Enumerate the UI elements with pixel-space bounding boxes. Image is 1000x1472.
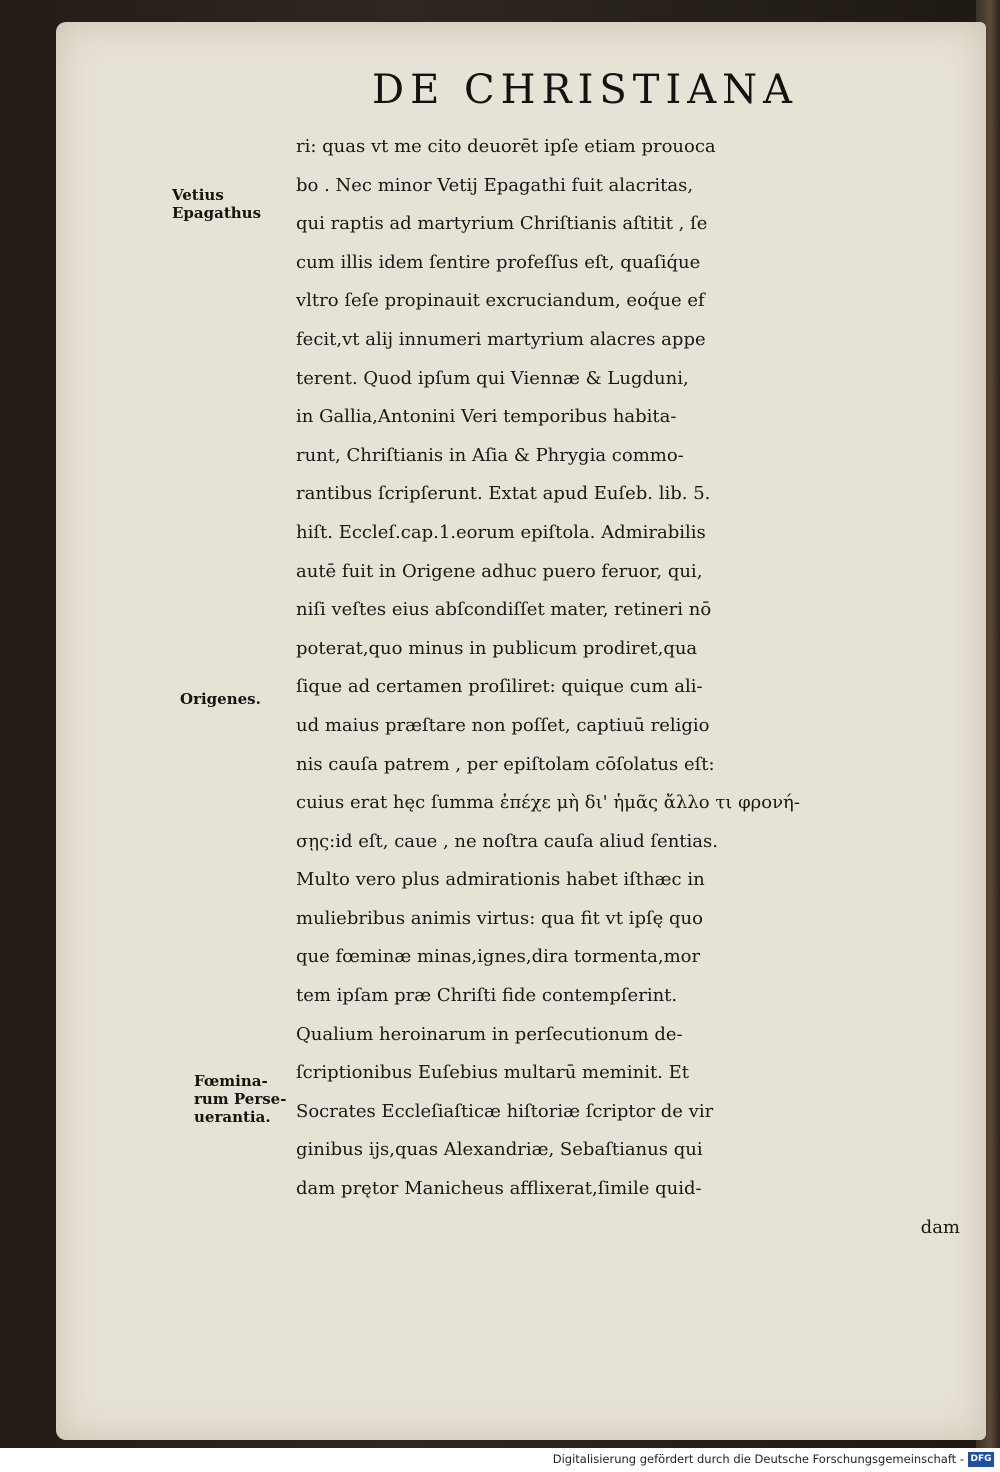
text-line: bo . Nec minor Vetij Epagathi fuit alacritas, bbox=[296, 174, 694, 196]
text-line: ri: quas vt me cito deuorēt ipſe etiam prouoca bbox=[296, 136, 716, 157]
text-line: ginibus ijs,quas Alexandriæ, Sebaſtianus qui bbox=[296, 1139, 703, 1161]
footer-bar bbox=[0, 1448, 1000, 1472]
text-line: σῃς:id eſt, caue , ne noſtra cauſa aliud ſentias. bbox=[296, 830, 718, 852]
margin-note-line: Epagathus bbox=[172, 204, 262, 222]
margin-note-line: Fœmina- bbox=[194, 1072, 268, 1090]
margin-note-line: Origenes. bbox=[180, 690, 261, 708]
text-line: ſcriptionibus Euſebius multarū meminit. Et bbox=[296, 1062, 690, 1084]
text-line: niſi veſtes eius abſcondiſſet mater, retineri nō bbox=[296, 599, 712, 621]
margin-note-vetius bbox=[172, 186, 261, 222]
catchword: dam bbox=[920, 1216, 960, 1238]
text-line: ud maius præſtare non poſſet, captiuū religio bbox=[296, 714, 710, 736]
running-header: DE CHRISTIANA bbox=[372, 67, 799, 113]
margin-note-line: uerantia. bbox=[194, 1108, 271, 1126]
text-line: que fœminæ minas,ignes,dira tormenta,mor bbox=[296, 946, 701, 968]
text-line: Qualium heroinarum in perſecutionum de- bbox=[296, 1023, 683, 1045]
text-line: fecit,vt alij innumeri martyrium alacres appe bbox=[296, 328, 706, 350]
text-line: poterat,quo minus in publicum prodiret,qua bbox=[296, 637, 698, 659]
text-line: dam prętor Manicheus afflixerat,ſimile quid- bbox=[296, 1178, 702, 1200]
text-line: Socrates Eccleſiaſticæ hiſtoriæ ſcriptor de vir bbox=[296, 1100, 714, 1122]
text-line: tem ipſam præ Chriſti fide contempſerint. bbox=[296, 985, 678, 1007]
text-line: autē fuit in Origene adhuc puero feruor, qui, bbox=[296, 560, 703, 582]
text-line: cuius erat hęc ſumma ἐπέχε μὴ δι' ἡμᾶς ἄλλο τι φρονή- bbox=[296, 792, 800, 814]
margin-note-line: Vetius bbox=[172, 186, 224, 204]
margin-note-feminarum bbox=[194, 1072, 286, 1126]
body-text bbox=[296, 128, 966, 1247]
margin-note-line: rum Perse- bbox=[194, 1090, 287, 1108]
text-line: qui raptis ad martyrium Chriſtianis aſtitit , ſe bbox=[296, 213, 708, 235]
text-line: nis cauſa patrem , per epiſtolam cōſolatus eſt: bbox=[296, 753, 715, 775]
dfg-logo: DFG bbox=[968, 1452, 994, 1467]
text-line: Multo vero plus admirationis habet iſthæc in bbox=[296, 869, 705, 891]
margin-note-origenes bbox=[180, 690, 261, 708]
text-line: runt, Chriſtianis in Aſia & Phrygia commo- bbox=[296, 444, 684, 466]
text-line: rantibus ſcripſerunt. Extat apud Euſeb. lib. 5. bbox=[296, 483, 711, 505]
text-line: hiſt. Eccleſ.cap.1.eorum epiſtola. Admirabilis bbox=[296, 521, 706, 543]
text-line: terent. Quod ipſum qui Viennæ & Lugduni, bbox=[296, 367, 689, 389]
text-line: vltro ſeſe propinauit excruciandum, eoq́ue ef bbox=[296, 290, 705, 312]
text-line: cum illis idem ſentire profeſſus eſt, quaſiq́ue bbox=[296, 251, 701, 273]
footer-credit: Digitalisierung gefördert durch die Deutsche Forschungsgemeinschaft - bbox=[552, 1452, 964, 1466]
text-line: in Gallia,Antonini Veri temporibus habita- bbox=[296, 406, 677, 428]
text-line: muliebribus animis virtus: qua fit vt ipſę quo bbox=[296, 907, 703, 929]
text-line: ſique ad certamen proſiliret: quique cum ali- bbox=[296, 676, 703, 698]
